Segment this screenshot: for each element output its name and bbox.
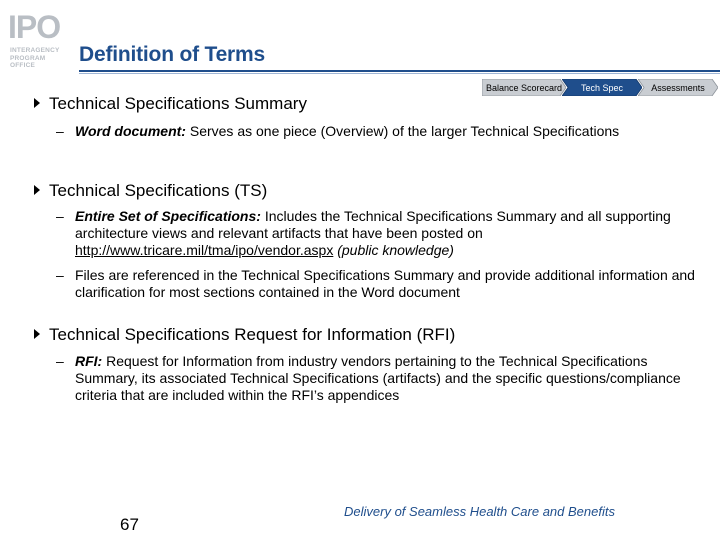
sub-item-text [75,208,696,259]
term-definition: Includes the Technical Specifications Summary and all supporting architecture views and relevant artifacts that have been posted on [75,208,671,241]
tab-label: Balance Scorecard [485,82,563,93]
logo-line-2: PROGRAM OFFICE [10,55,46,69]
bullet-arrow-icon [34,185,40,195]
term-label: RFI: [75,353,103,369]
progress-chevrons [482,79,720,96]
sub-item-text: Files are referenced in the Technical Specifications Summary and provide additional information and clarification for most sections contained in the Word document [75,267,695,300]
logo-line-1: INTERAGENCY [10,47,60,54]
dash: – [56,353,64,369]
dash: – [56,208,64,224]
tab-label: Assessments [651,82,705,93]
title-underline [79,70,720,72]
sub-item-text [75,353,696,404]
tab-assessments[interactable] [638,79,718,96]
footer-tagline: Delivery of Seamless Health Care and Benefits [344,504,615,519]
bullet-arrow-icon [34,329,40,339]
bullet-heading: Technical Specifications Request for Information (RFI) [49,325,456,344]
ipo-logo [8,9,70,69]
bullet-heading: Technical Specifications Summary [49,94,307,113]
dash: – [56,123,64,139]
term-label: Entire Set of Specifications: [75,208,261,224]
sub-item-text [75,123,696,140]
term-label: Word document: [75,123,186,139]
dash: – [56,267,64,283]
page-number: 67 [120,515,139,534]
link-note: (public knowledge) [333,242,454,258]
bullet-arrow-icon [34,98,40,108]
tab-balance-scorecard[interactable] [482,79,566,96]
bullet-heading: Technical Specifications (TS) [49,181,268,200]
term-definition: Serves as one piece (Overview) of the larger Technical Specifications [185,123,620,139]
vendor-link[interactable]: http://www.tricare.mil/tma/ipo/vendor.aspx [75,242,334,258]
page-title: Definition of Terms [79,43,265,66]
logo-wordmark: IPO [8,9,61,45]
tab-tech-spec[interactable] [562,79,642,96]
term-definition: Request for Information from industry vendors pertaining to the Technical Specifications Summary, its associated Technical Specifications (artifacts) and the specific questions/compliance criteria that are included within the RFI’s appendices [75,353,681,403]
title-underline-accent [79,73,720,74]
tab-label: Tech Spec [580,82,624,93]
